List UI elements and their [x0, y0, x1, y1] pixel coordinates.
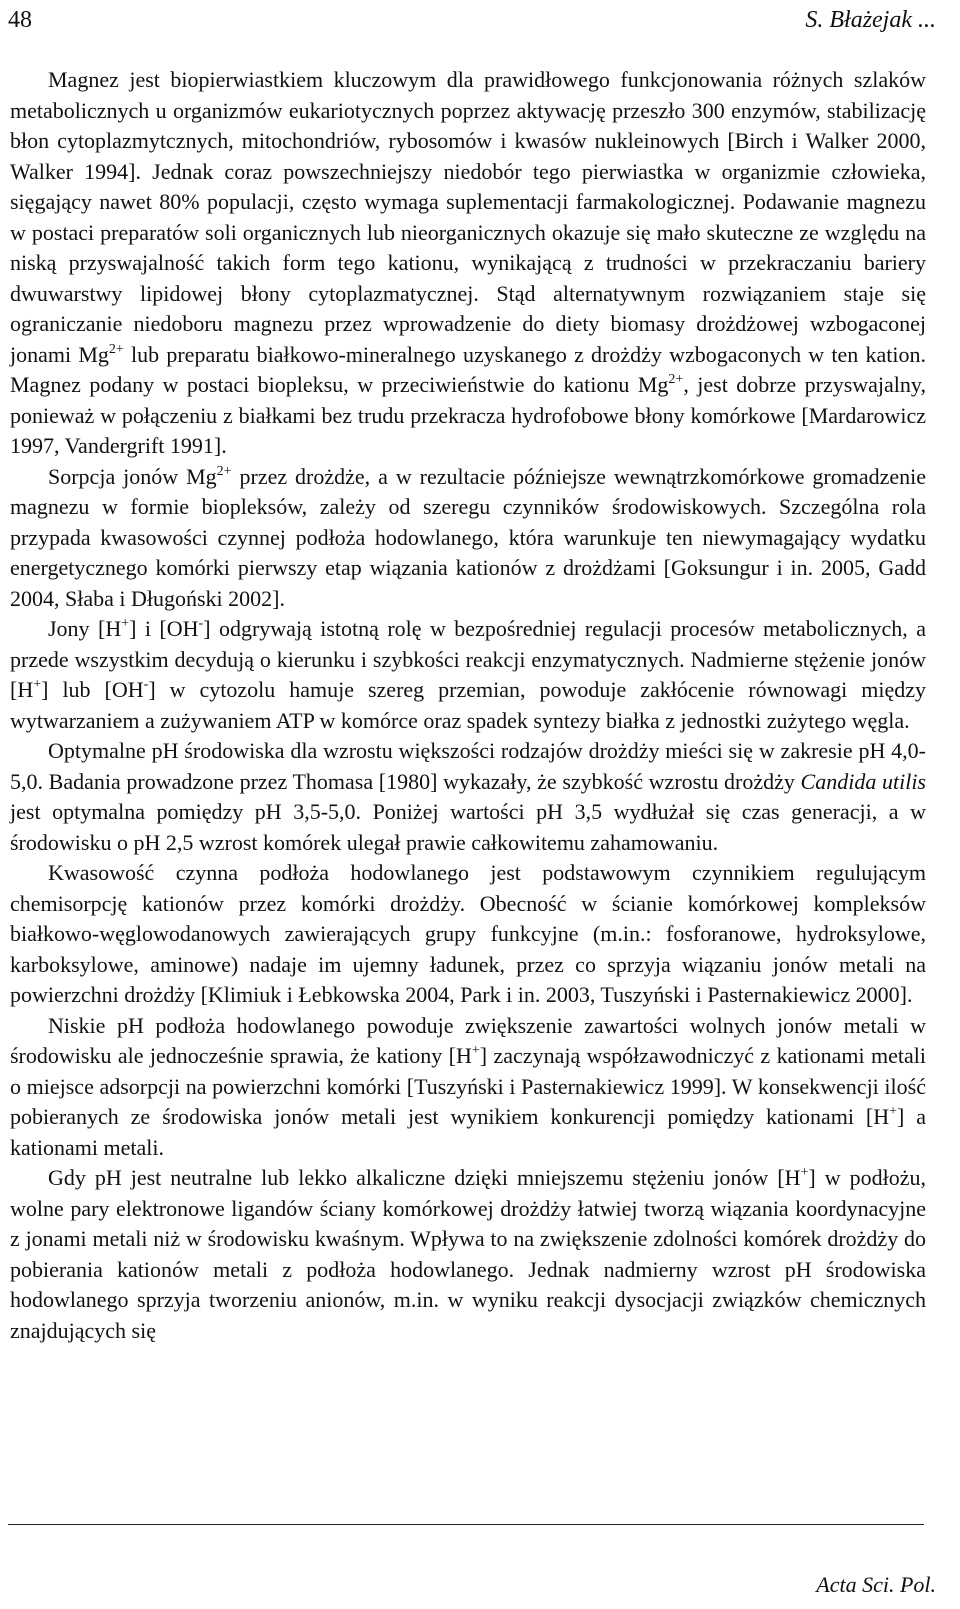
paragraph [10, 65, 926, 462]
text-run: lub preparatu białkowo-mineralnego uzyskanego z drożdży wzbogaconych w ten kation. Magnez podany w postaci biopleksu, w przeciwieństwie do kationu Mg [10, 341, 926, 397]
page-number: 48 [8, 6, 32, 33]
superscript: + [800, 1165, 809, 1180]
article-body [10, 65, 926, 1346]
text-run: ] w podłożu, wolne pary elektronowe ligandów ściany komórkowej drożdży łatwiej tworzą wiązania koordynacyjne z jonami metali niż w środowisku kwaśnym. Wpływa to na zwiększenie zdolności komórek drożdży do pobierania kationów metali z podłoża hodowlanego. Jednak nadmierny wzrost pH środowiska hodowlanego sprzyja tworzeniu anionów, m.in. w wyniku reakcji dysocjacji związków chemicznych znajdujących się [10, 1165, 926, 1343]
superscript: 2+ [216, 463, 232, 479]
text-run: ] lub [OH [41, 677, 144, 702]
paragraph [10, 1011, 926, 1164]
italic-term: Candida utilis [800, 768, 926, 794]
running-header [8, 0, 936, 40]
superscript: + [121, 616, 130, 631]
paragraph [10, 462, 926, 615]
text-run: przez drożdże, a w rezultacie późniejsze wewnątrzkomórkowe gromadzenie magnezu w formie biopleksów, zależy od szeregu czynników środowiskowych. Szczególna rola przypada kwasowości czynnej podłoża hodowlanego, która warunkuje ten niewymagający wydatku energetycznego komórki pierwszy etap wiązania kationów z drożdżami [Goksungur i in. 2005, Gadd 2004, Słaba i Długoński 2002]. [10, 463, 927, 611]
superscript: 2+ [108, 341, 124, 357]
superscript: + [471, 1043, 480, 1058]
running-author: S. Błażejak ... [805, 6, 936, 33]
text-run: ] i [OH [129, 616, 199, 641]
text-run: Sorpcja jonów Mg [48, 463, 217, 489]
text-run: jest optymalna pomiędzy pH 3,5-5,0. Poniżej wartości pH 3,5 wydłużał się czas generacji, a w środowisku o pH 2,5 wzrost komórek ulegał prawie całkowitemu zahamowaniu. [10, 799, 926, 855]
text-run: , jest dobrze przyswajalny, ponieważ w połączeniu z białkami bez trudu przekracza hydrofobowe błony komórkowe [Mardarowicz 1997, Vandergrift 1991]. [10, 372, 926, 458]
text-run: Magnez jest biopierwiastkiem kluczowym dla prawidłowego funkcjonowania różnych szlaków metabolicznych u organizmów eukariotycznych poprzez aktywację przeszło 300 enzymów, stabilizację błon cytoplazmytcznych, mitochondriów, rybosomów i kwasów nukleinowych [Birch i Walker 2000, Walker 1994]. Jednak coraz powszechniejszy niedobór tego pierwiastka w organizmie człowieka, sięgający nawet 80% populacji, często wymaga suplementacji farmakologicznej. Podawanie magnezu w postaci preparatów soli organicznych lub nieorganicznych okazuje się mało skuteczne ze względu na niską przyswajalność takich form tego kationu, wynikającą z trudności w przekraczaniu bariery dwuwarstwy lipidowej błony cytoplazmatycznej. Stąd alternatywnym rozwiązaniem staje się ograniczanie niedoboru magnezu przez wprowadzenie do diety biomasy drożdżowej wzbogaconej jonami Mg [10, 67, 926, 367]
text-run: Niskie pH podłoża hodowlanego powoduje zwiększenie zawartości wolnych jonów metali w środowisku ale jednocześnie sprawia, że kationy [H [10, 1012, 926, 1068]
superscript: - [143, 677, 149, 692]
text-run: Jony [H [48, 616, 122, 641]
text-run: ] zaczynają współzawodniczyć z kationami metali o miejsce adsorpcji na powierzchni komórki [Tuszyński i Pasternakiewicz 1999]. W konsekwencji ilość pobieranych ze środowiska jonów metali jest wynikiem konkurencji pomiędzy kationami [H [10, 1043, 926, 1129]
journal-footer: Acta Sci. Pol. [816, 1572, 936, 1597]
superscript: + [889, 1104, 897, 1119]
text-run: Gdy pH jest neutralne lub lekko alkaliczne dzięki mniejszemu stężeniu jonów [H [48, 1165, 801, 1190]
text-run: ] odgrywają istotną rolę w bezpośredniej regulacji procesów metabolicznych, a przede wszystkim decydują o kierunku i szybkości reakcji enzymatycznych. Nadmierne stężenie jonów [H [10, 616, 926, 702]
text-run: Kwasowość czynna podłoża hodowlanego jest podstawowym czynnikiem regulującym chemisorpcję kationów przez komórki drożdży. Obecność w ścianie komórkowej kompleksów białkowo-węglowodanowych zawierających grupy funkcyjne (m.in.: fosforanowe, hydroksylowe, karboksylowe, aminowe) nadaje im ujemny ładunek, przez co sprzyja wiązaniu jonów metali na powierzchni drożdży [Klimiuk i Łebkowska 2004, Park i in. 2003, Tuszyński i Pasternakiewicz 2000]. [10, 860, 926, 1007]
paragraph [10, 736, 926, 858]
superscript: + [33, 677, 42, 692]
footer-rule [8, 1524, 924, 1525]
superscript: - [198, 616, 204, 631]
text-run: Optymalne pH środowiska dla wzrostu większości rodzajów drożdży mieści się w zakresie pH 4,0-5,0. Badania prowadzone przez Thomasa [1980] wykazały, że szybkość wzrostu drożdży [10, 738, 926, 794]
paragraph [10, 1163, 926, 1346]
text-run: ] a kationami metali. [10, 1104, 926, 1160]
paragraph [10, 858, 926, 1011]
paragraph [10, 614, 926, 736]
superscript: 2+ [668, 372, 684, 387]
text-run: ] w cytozolu hamuje szereg przemian, powoduje zakłócenie równowagi między wytwarzaniem a zużywaniem ATP w komórce oraz spadek syntezy białka z jednostki zużytego węgla. [10, 677, 926, 733]
